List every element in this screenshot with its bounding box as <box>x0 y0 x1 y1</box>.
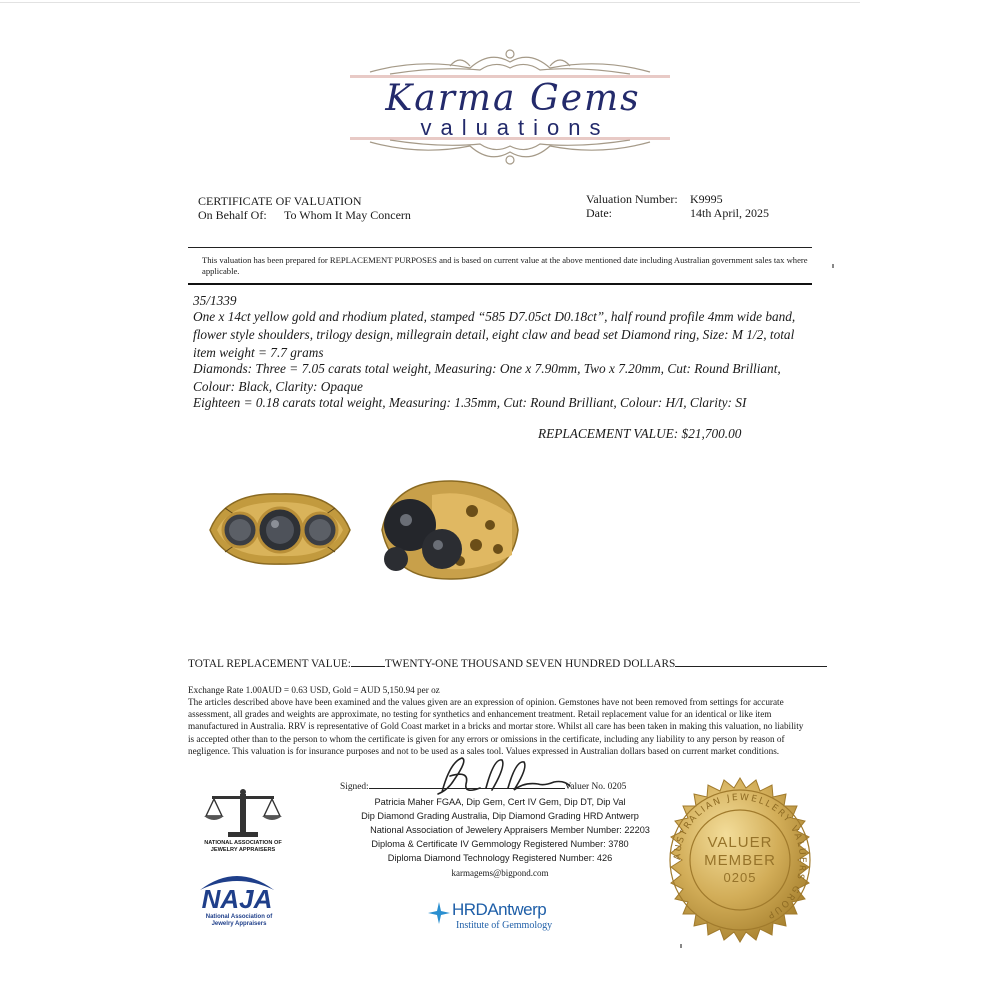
ring-photo-side <box>372 475 522 585</box>
signer-credentials-3: National Association of Jewelery Appraisers Member Number: 22203 <box>370 825 650 835</box>
exchange-rate: Exchange Rate 1.00AUD = 0.63 USD, Gold = AUD 5,150.94 per oz <box>188 685 440 695</box>
disclaimer: The articles described above have been examined and the values given are an expression of opinion. Gemstones have not been removed from settings for accurate assessment, all grades and weights are approximate, no testing for synthetics and enhancement treatment. Retail replacement value for an identical or like item manufactured in Australia. RRV is representative of Gold Coast market in a bricks and mortar store. Whilst all care has been taken in making this valuation, no liability is accepted other than to the person to whom the certificate is given for any errors or omissions in the certificate, including any liability to any person by reason of negligence. This valuation is for insurance purposes and not to be used as a sales tool. Values expressed in Australian dollars based on current market conditions. <box>188 697 804 756</box>
replacement-value: REPLACEMENT VALUE: $21,700.00 <box>538 426 742 441</box>
signer-credentials-5: Diploma Diamond Technology Registered Number: 426 <box>387 853 613 863</box>
seal-line-3: 0205 <box>723 870 757 885</box>
note-divider <box>188 283 812 285</box>
company-logo <box>330 40 690 170</box>
naja-scale-caption: NATIONAL ASSOCIATION OF JEWELRY APPRAISERS <box>204 840 282 853</box>
on-behalf-label: On Behalf Of: <box>198 208 267 222</box>
signed-label: Signed: <box>340 782 369 792</box>
item-reference: 35/1339 <box>193 293 237 308</box>
hrd-antwerp-logo <box>428 898 578 938</box>
header-divider <box>188 247 812 248</box>
handwritten-signature <box>420 754 590 800</box>
hrd-subtitle: Institute of Gemmology <box>456 920 553 931</box>
seal-line-2: MEMBER <box>704 852 776 869</box>
diamonds-small: Eighteen = 0.18 carats total weight, Measuring: 1.35mm, Cut: Round Brilliant, Colour: H/I, Clarity: SI <box>193 395 747 410</box>
item-description: One x 14ct yellow gold and rhodium plated, stamped “585 D7.05ct D0.18ct”, half round profile 4mm wide band, flower style shoulders, trilogy design, millegrain detail, eight claw and bead set Diamond ring, Size: M 1/2, total item weight = 7.7 grams <box>193 309 796 360</box>
naja-logo <box>192 866 282 936</box>
seal-ring-text: AUSTRALIAN JEWELLERY VALUERS GROUP <box>672 792 808 921</box>
signer-credentials-2: Dip Diamond Grading Australia, Dip Diamond Grading HRD Antwerp <box>361 811 639 821</box>
scan-mark <box>680 944 682 948</box>
star-icon <box>428 902 450 924</box>
scales-icon <box>198 786 288 842</box>
signer-credentials-4: Diploma & Certificate IV Gemmology Registered Number: 3780 <box>371 839 629 849</box>
logo-script-text: Karma Gems <box>385 78 641 119</box>
total-label: TOTAL REPLACEMENT VALUE: <box>188 658 351 670</box>
certificate-title: CERTIFICATE OF VALUATION <box>198 194 362 208</box>
signer-credentials-1: Patricia Maher FGAA, Dip Gem, Cert IV Gem, Dip DT, Dip Val <box>374 797 626 807</box>
valuation-number-value: K9995 <box>690 192 723 206</box>
seal-line-1: VALUER <box>707 834 773 851</box>
logo-subtitle: valuations <box>420 115 610 140</box>
total-value-line <box>188 658 812 674</box>
naja-scale-logo <box>198 786 288 856</box>
valuer-seal <box>656 776 824 944</box>
underline-gap-2 <box>675 666 827 667</box>
date-value: 14th April, 2025 <box>690 206 770 220</box>
diamonds-main: Diamonds: Three = 7.05 carats total weight, Measuring: One x 7.90mm, Two x 7.20mm, Cut: Round Brilliant, Colour: Black, Clarity: Opaque <box>193 361 781 394</box>
ring-photo-front <box>205 478 355 578</box>
valuation-number-label: Valuation Number: <box>586 192 678 206</box>
on-behalf-value: To Whom It May Concern <box>284 208 411 222</box>
purpose-note: This valuation has been prepared for REPLACEMENT PURPOSES and is based on current value at the above mentioned date including Australian government sales tax where applicable. <box>202 255 808 276</box>
date-label: Date: <box>586 206 612 220</box>
underline-gap-1 <box>351 666 385 667</box>
signer-email: karmagems@bigpond.com <box>451 868 549 878</box>
total-words: TWENTY-ONE THOUSAND SEVEN HUNDRED DOLLARS <box>384 658 676 670</box>
naja-caption: National Association of Jewelry Appraisers <box>205 914 273 927</box>
scan-mark <box>832 264 834 268</box>
top-edge-line <box>0 2 860 3</box>
naja-word: NAJA <box>201 884 273 914</box>
valuer-number: Valuer No. 0205 <box>564 782 627 792</box>
hrd-name: HRDAntwerp <box>452 900 547 919</box>
